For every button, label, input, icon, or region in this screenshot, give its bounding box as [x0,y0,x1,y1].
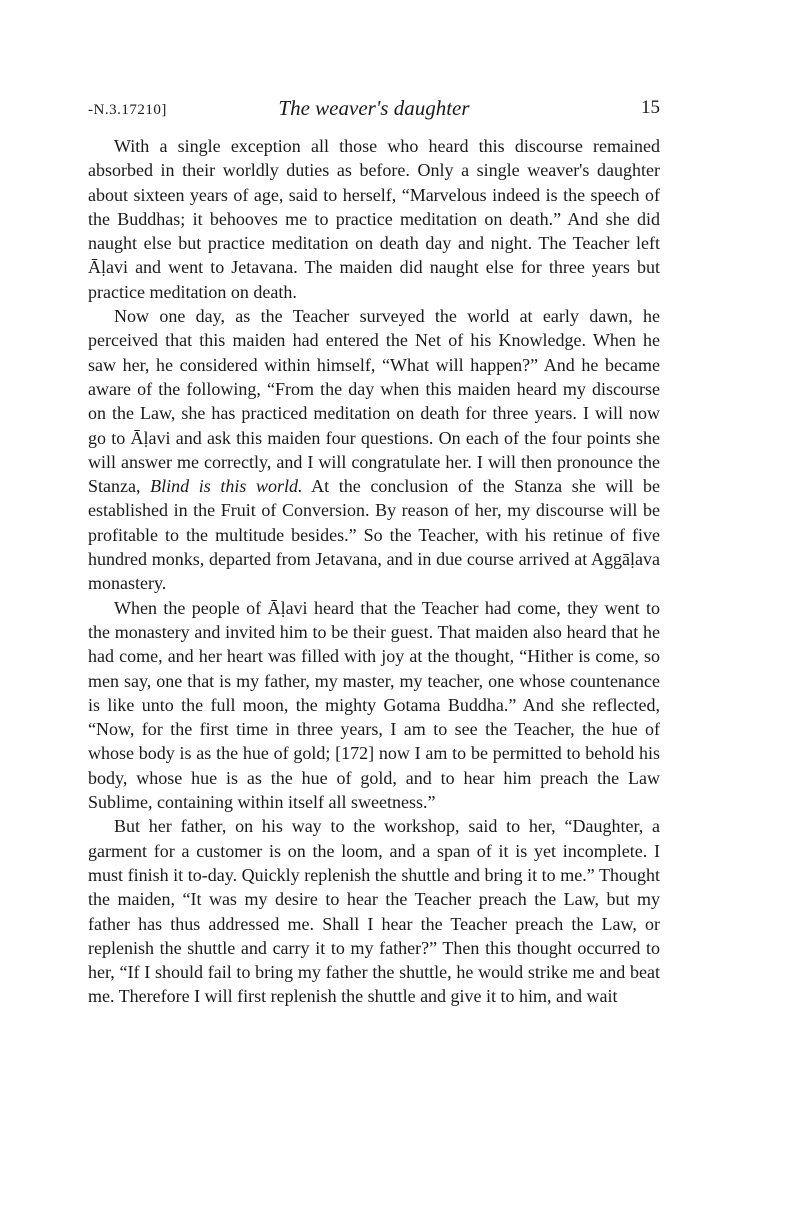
stanza-title: Blind is this world. [150,476,303,497]
paragraph-1 [88,134,660,304]
paragraph-2 [88,304,660,596]
paragraph-3 [88,596,660,815]
running-head [88,96,660,126]
book-page [88,96,660,1009]
running-head-title: The weaver's daughter [278,96,470,120]
paragraph-4 [88,814,660,1008]
paragraph-text: When the people of Āḷavi heard that the Teacher had come, they went to the monastery and invited him to be their guest. That maiden also heard that he had come, and her heart was filled with joy at the thought, “Hither is come, so men say, one that is my father, my master, my teacher, one whose countenance is like unto the full moon, the mighty Gotama Buddha.” And she reflected, “Now, for the first time in three years, I am to see the Teacher, the hue of whose body is as the hue of gold; [172] now I am to be permitted to behold his body, whose hue is as the hue of gold, and to hear him preach the Law Sublime, containing within itself all sweetness.” [88,597,660,813]
body-text [88,134,660,1009]
running-head-reference: -N.3.17210] [88,102,167,118]
paragraph-text: At the conclusion of the Stanza she will be established in the Fruit of Conversion. By reason of her, my discourse will be profitable to the multitude besides.” So the Teacher, with his retinue of five hundred monks, departed from Jetavana, and in due course arrived at Aggāḷava monastery. [88,476,661,594]
page-number: 15 [641,97,660,118]
paragraph-text: Now one day, as the Teacher surveyed the world at early dawn, he perceived that this maiden had entered the Net of his Knowledge. When he saw her, he considered within himself, “What will happen?” And he became aware of the following, “From the day when this maiden heard my discourse on the Law, she has practiced meditation on death for three years. I will now go to Āḷavi and ask this maiden four questions. On each of the four points she will answer me correctly, and I will congratulate her. I will then pronounce the Stanza, [88,306,660,497]
paragraph-text: With a single exception all those who heard this discourse remained absorbed in their worldly duties as before. Only a single weaver's daughter about sixteen years of age, said to herself, “Marvelous indeed is the speech of the Buddhas; it behooves me to practice meditation on death.” And she did naught else but practice meditation on death day and night. The Teacher left Āḷavi and went to Jetavana. The maiden did naught else for three years but practice meditation on death. [88,136,660,302]
paragraph-text: But her father, on his way to the workshop, said to her, “Daughter, a garment for a customer is on the loom, and a span of it is yet incomplete. I must finish it to-day. Quickly replenish the shuttle and bring it to me.” Thought the maiden, “It was my desire to hear the Teacher preach the Law, but my father has thus addressed me. Shall I hear the Teacher preach the Law, or replenish the shuttle and carry it to my father?” Then this thought occurred to her, “If I should fail to bring my father the shuttle, he would strike me and beat me. Therefore I will first replenish the shuttle and give it to him, and wait [88,816,660,1007]
